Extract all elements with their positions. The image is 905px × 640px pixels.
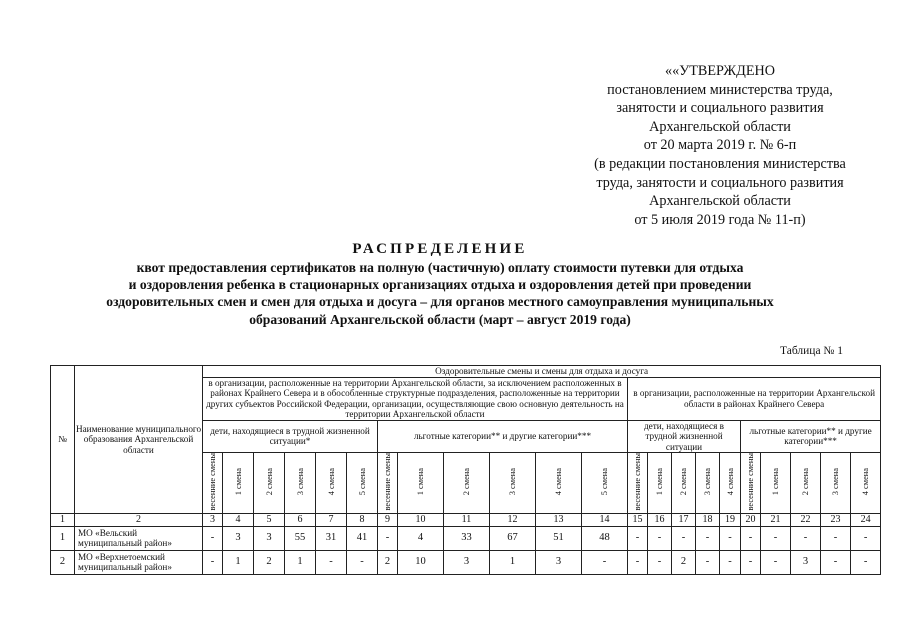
column-number: 10 [398, 513, 444, 526]
header-group-b: в организации, расположенные на территории Архангельской области в районах Крайнего Севера [628, 377, 881, 420]
table-cell: - [696, 550, 720, 574]
table-cell: 2 [254, 550, 285, 574]
shift-header: весенние смены [741, 453, 761, 514]
approval-line: ««УТВЕРЖДЕНО [665, 63, 775, 79]
shift-header: 3 смена [285, 453, 316, 514]
table-cell: 3 [536, 550, 582, 574]
table-cell: 55 [285, 526, 316, 550]
table-cell: 3 [223, 526, 254, 550]
table-row [51, 550, 881, 574]
approval-stamp [560, 62, 880, 229]
table-cell: - [761, 550, 791, 574]
shift-header: 4 смена [851, 453, 881, 514]
column-number: 5 [254, 513, 285, 526]
approval-line: занятости и социального развития [616, 100, 824, 117]
column-number: 18 [696, 513, 720, 526]
table-cell: - [628, 526, 648, 550]
table-cell: 1 [490, 550, 536, 574]
row-name: МО «Вельский муниципальный район» [75, 526, 203, 550]
header-sub-b2: льготные категории** и другие категории*** [741, 420, 881, 453]
column-number: 23 [821, 513, 851, 526]
column-number: 2 [75, 513, 203, 526]
document-subtitle-line: образований Архангельской области (март – август 2019 года) [249, 311, 631, 327]
column-number: 13 [536, 513, 582, 526]
shift-header: 1 смена [648, 453, 672, 514]
table-cell: - [791, 526, 821, 550]
shift-header: весенние смены [628, 453, 648, 514]
row-number: 1 [51, 526, 75, 550]
table-cell: 1 [285, 550, 316, 574]
shift-header: 5 смена [347, 453, 378, 514]
column-number: 3 [203, 513, 223, 526]
column-number: 11 [444, 513, 490, 526]
column-number: 19 [720, 513, 741, 526]
document-subtitle-line: и оздоровления ребенка в стационарных организациях отдыха и оздоровления детей при проведении [128, 277, 752, 293]
column-number: 9 [378, 513, 398, 526]
shift-header: 2 смена [444, 453, 490, 514]
approval-line: (в редакции постановления министерства [594, 155, 846, 172]
table-cell: - [628, 550, 648, 574]
table-cell: - [696, 526, 720, 550]
shift-header: 1 смена [223, 453, 254, 514]
shift-header: 2 смена [672, 453, 696, 514]
table-row [51, 526, 881, 550]
table-cell: 3 [254, 526, 285, 550]
header-sub-b1: дети, находящиеся в трудной жизненной ситуации [628, 420, 741, 453]
document-subtitle-line: квот предоставления сертификатов на полную (частичную) оплату стоимости путевки для отдыха [136, 260, 744, 275]
table-cell: 3 [791, 550, 821, 574]
table-cell: - [672, 526, 696, 550]
shift-header: 4 смена [720, 453, 741, 514]
table-cell: 48 [582, 526, 628, 550]
table-cell: - [648, 526, 672, 550]
table-cell: 33 [444, 526, 490, 550]
column-number-row [51, 513, 881, 526]
table-cell: 31 [316, 526, 347, 550]
column-number: 15 [628, 513, 648, 526]
approval-line: Архангельской области [649, 118, 791, 135]
column-number: 1 [51, 513, 75, 526]
shift-header: 4 смена [536, 453, 582, 514]
column-number: 16 [648, 513, 672, 526]
table-cell: - [720, 550, 741, 574]
column-number: 7 [316, 513, 347, 526]
approval-line: Архангельской области [649, 193, 791, 210]
shift-header: 1 смена [398, 453, 444, 514]
column-number: 20 [741, 513, 761, 526]
header-group-top: Оздоровительные смены и смены для отдыха и досуга [203, 366, 881, 378]
document-subtitle-line: оздоровительных смен и смен для отдыха и досуга – для органов местного самоуправления муниципальных [106, 294, 774, 310]
shift-header: 3 смена [490, 453, 536, 514]
shift-header: весенние смены [378, 453, 398, 514]
shift-header: весенние смены [203, 453, 223, 514]
header-group-a: в организации, расположенные на территории Архангельской области, за исключением расположенных в районах Крайнего Севера и в обособленные структурные подразделения, расположенные на территории других субъектов Российской Федерации, организации, осуществляющие свою основную деятельность на территории Архангельской области [203, 377, 628, 420]
shift-header: 3 смена [696, 453, 720, 514]
column-number: 17 [672, 513, 696, 526]
table-cell: - [203, 526, 223, 550]
table-cell: 10 [398, 550, 444, 574]
approval-line: от 5 июля 2019 года № 11-п) [634, 211, 806, 228]
table-cell: 1 [223, 550, 254, 574]
shift-header: 5 смена [582, 453, 628, 514]
document-heading [70, 239, 810, 328]
table-cell: - [741, 526, 761, 550]
row-name: МО «Верхнетоемский муниципальный район» [75, 550, 203, 574]
approval-line: постановлением министерства труда, [607, 81, 833, 98]
table-cell: 2 [378, 550, 398, 574]
shift-header: 1 смена [761, 453, 791, 514]
approval-line: труда, занятости и социального развития [596, 174, 844, 191]
table-cell: - [582, 550, 628, 574]
table-cell: - [720, 526, 741, 550]
column-number: 4 [223, 513, 254, 526]
document-title: РАСПРЕДЕЛЕНИЕ [352, 241, 528, 257]
row-number: 2 [51, 550, 75, 574]
column-number: 12 [490, 513, 536, 526]
header-name: Наименование муниципального образования Архангельской области [75, 366, 203, 514]
column-number: 22 [791, 513, 821, 526]
table-cell: - [741, 550, 761, 574]
table-cell: - [761, 526, 791, 550]
header-no: № [51, 366, 75, 514]
table-cell: 2 [672, 550, 696, 574]
table-cell: - [347, 550, 378, 574]
header-sub-a1: дети, находящиеся в трудной жизненной ситуации* [203, 420, 378, 453]
table-cell: 67 [490, 526, 536, 550]
table-cell: - [203, 550, 223, 574]
table-cell: - [851, 526, 881, 550]
column-number: 6 [285, 513, 316, 526]
table-cell: 41 [347, 526, 378, 550]
table-cell: - [648, 550, 672, 574]
table-cell: 51 [536, 526, 582, 550]
approval-line: от 20 марта 2019 г. № 6-п [643, 137, 797, 154]
column-number: 21 [761, 513, 791, 526]
shift-header: 4 смена [316, 453, 347, 514]
shift-header: 2 смена [791, 453, 821, 514]
table-label: Таблица № 1 [780, 345, 844, 357]
shift-header: 3 смена [821, 453, 851, 514]
table-cell: - [821, 550, 851, 574]
column-number: 24 [851, 513, 881, 526]
column-number: 8 [347, 513, 378, 526]
quota-table [50, 365, 881, 575]
table-cell: 3 [444, 550, 490, 574]
table-cell: - [851, 550, 881, 574]
table-cell: 4 [398, 526, 444, 550]
table-cell: - [821, 526, 851, 550]
shift-header: 2 смена [254, 453, 285, 514]
header-sub-a2: льготные категории** и другие категории*** [378, 420, 628, 453]
table-cell: - [378, 526, 398, 550]
table-cell: - [316, 550, 347, 574]
column-number: 14 [582, 513, 628, 526]
